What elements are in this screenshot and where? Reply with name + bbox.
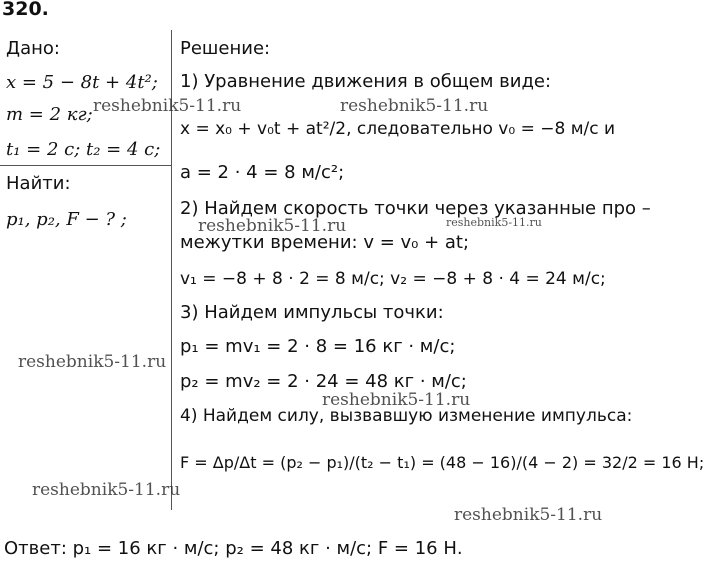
solution-line-5: межутки времени: v = v₀ + at;: [180, 232, 470, 253]
solution-line-8: p₁ = mv₁ = 2 · 8 = 16 кг · м/с;: [180, 336, 456, 357]
given-header: Дано:: [6, 38, 60, 59]
answer-line: Ответ: p₁ = 16 кг · м/с; p₂ = 48 кг · м/с; F = 16 Н.: [4, 538, 463, 559]
solution-line-2: x = x₀ + v₀t + at²/2, следовательно v₀ = −8 м/с и: [180, 119, 616, 139]
watermark: reshebnik5-11.ru: [340, 96, 489, 116]
solution-line-3: a = 2 · 4 = 8 м/с²;: [180, 162, 345, 183]
given-line-1: x = 5 − 8t + 4t²;: [6, 72, 158, 93]
watermark: reshebnik5-11.ru: [18, 352, 167, 372]
solution-line-9: p₂ = mv₂ = 2 · 24 = 48 кг · м/с;: [180, 371, 467, 392]
solution-line-10: 4) Найдем силу, вызвавшую изменение импульса:: [180, 406, 633, 426]
watermark: reshebnik5-11.ru: [454, 505, 603, 525]
given-line-3: t₁ = 2 с; t₂ = 4 с;: [6, 139, 161, 160]
watermark: reshebnik5-11.ru: [32, 480, 181, 500]
solution-line-4: 2) Найдем скорость точки через указанные про –: [180, 198, 651, 219]
problem-number: 320.: [2, 0, 49, 20]
given-line-2: m = 2 кг;: [6, 104, 93, 125]
watermark: reshebnik5-11.ru: [93, 96, 242, 116]
solution-header: Решение:: [180, 38, 271, 59]
solution-line-7: 3) Найдем импульсы точки:: [180, 302, 444, 323]
find-line: p₁, p₂, F − ? ;: [6, 209, 127, 230]
divider-horizontal: [0, 165, 171, 166]
watermark: reshebnik5-11.ru: [322, 390, 471, 410]
find-header: Найти:: [6, 173, 71, 194]
watermark: reshebnik5-11.ru: [446, 216, 542, 229]
watermark: reshebnik5-11.ru: [198, 216, 347, 236]
solution-line-1: 1) Уравнение движения в общем виде:: [180, 71, 552, 92]
solution-line-11: F = Δp/Δt = (p₂ − p₁)/(t₂ − t₁) = (48 − 16)/(4 − 2) = 32/2 = 16 Н;: [180, 453, 704, 472]
solution-line-6: v₁ = −8 + 8 · 2 = 8 м/с; v₂ = −8 + 8 · 4 = 24 м/с;: [180, 269, 606, 289]
